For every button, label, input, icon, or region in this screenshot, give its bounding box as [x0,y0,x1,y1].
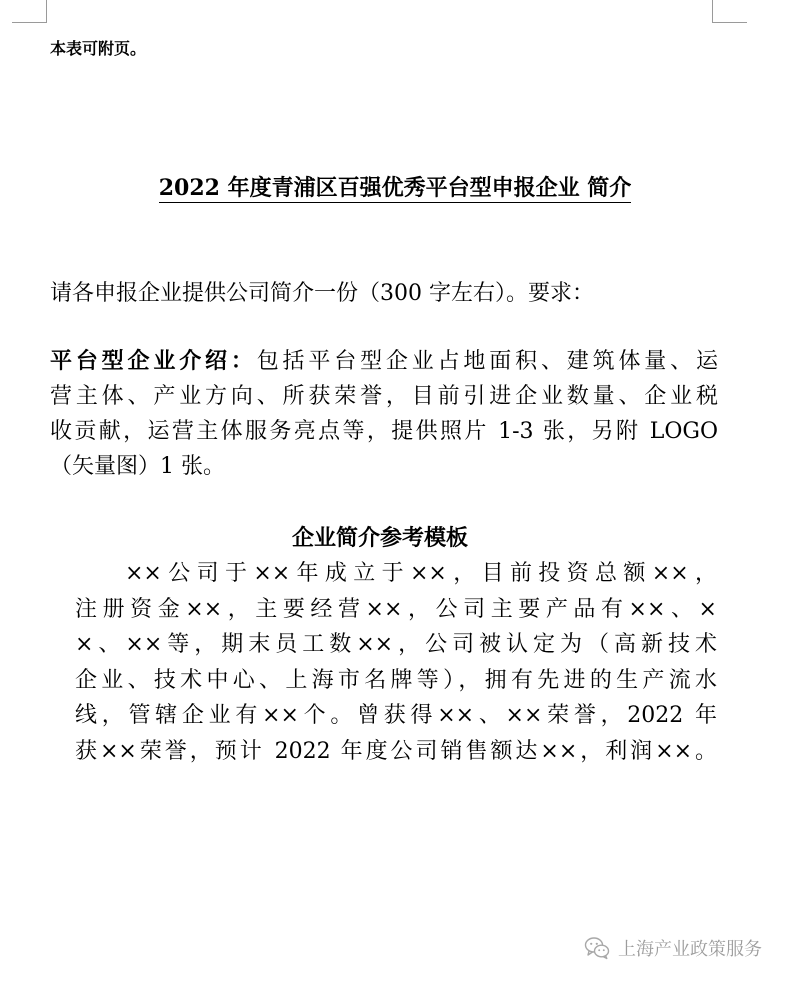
platform-intro-line: 收贡献，运营主体服务亮点等，提供照片 1-3 张，另附 LOGO [50,419,718,444]
crop-mark-left [12,0,47,23]
template-line: 线，管辖企业有××个。曾获得××、××荣誉，2022 年 [75,703,717,728]
crop-mark-right [712,0,747,23]
template-line: 企业、技术中心、上海市名牌等），拥有先进的生产流水 [75,667,717,693]
template-title: 企业简介参考模板 [291,525,468,551]
template-paragraph [75,556,717,769]
attach-note: 本表可附页。 [50,39,147,58]
watermark [584,934,762,962]
request-paragraph: 请各申报企业提供公司简介一份（300 字左右）。要求： [50,281,594,306]
page-title-text: 2022 年度青浦区百强优秀平台型申报企业 简介 [158,175,632,201]
platform-intro-paragraph [50,344,718,484]
template-line: ×、××等，期末员工数××，公司被认定为（高新技术 [75,632,717,657]
template-line: ××公司于××年成立于××，目前投资总额××， [125,561,717,586]
platform-intro-line [50,344,718,379]
page-title [0,172,790,204]
template-line: 注册资金××，主要经营××，公司主要产品有××、× [75,596,717,622]
watermark-text: 上海产业政策服务 [618,939,762,960]
template-line: 获××荣誉，预计 2022 年度公司销售额达××，利润××。 [75,738,717,764]
platform-intro-text: 包括平台型企业占地面积、建筑体量、运 [256,349,718,374]
wechat-icon [584,936,610,960]
platform-intro-line: 营主体、产业方向、所获荣誉，目前引进企业数量、企业税 [50,384,718,409]
platform-intro-line: （矢量图）1 张。 [50,454,225,479]
platform-intro-label: 平台型企业介绍： [50,348,257,374]
